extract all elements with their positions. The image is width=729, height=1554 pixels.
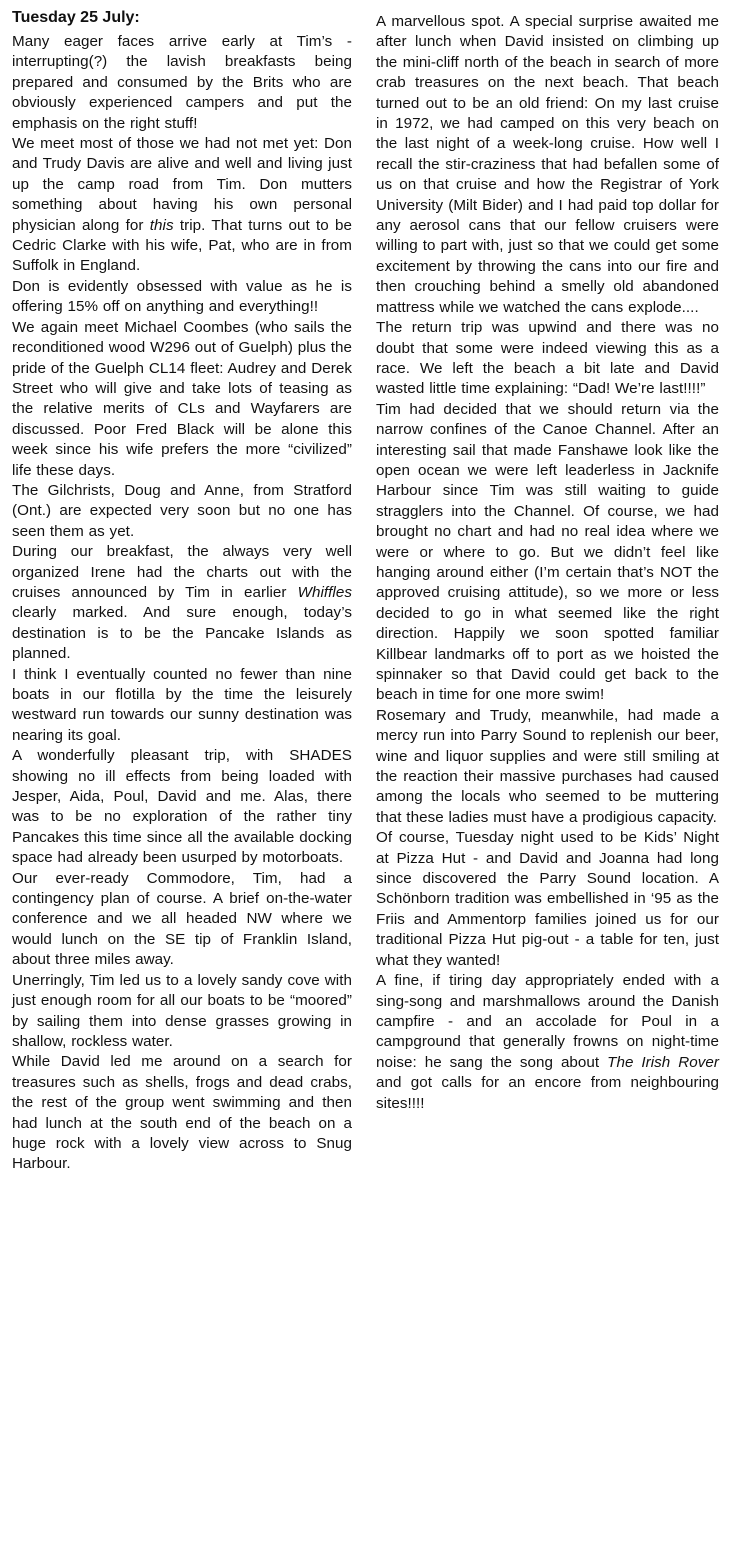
paragraph (12, 318, 352, 481)
text-segment: We meet most of those we had not met yet: Don and Trudy Davis are alive and well and living just up the camp road from Tim. Don mutters something about having his own personal physician along for (12, 135, 352, 234)
text-segment: We again meet Michael Coombes (who sails the reconditioned wood W296 out of Guelph) plus the pride of the Guelph CL14 fleet: Audrey and Derek Street who will give and take lots of teasing as the relative merits of CLs and Wayfarers are discussed. Poor Fred Black will be alone this week since his wife prefers the more “civilized” life these days. (12, 318, 352, 479)
paragraph (12, 971, 352, 1053)
italic-text: this (149, 216, 174, 234)
paragraph (376, 706, 719, 828)
text-segment: A marvellous spot. A special surprise awaited me after lunch when David insisted on climbing up the mini-cliff north of the beach in search of more crab treasures on the next beach. That beach turned out to be an old friend: On my last cruise in 1972, we had camped on this very beach on the last night of a week-long cruise. How well I recall the stir-craziness that had befallen some of us on that cruise and how the Registrar of York University (Milt Bider) and I had paid top dollar for any aerosol cans that our fellow cruisers were willing to part with, just so that we could get some excitement by throwing the cans into our fire and then crouching behind a smelly old abandoned mattress while we watched the cans explode.... (376, 13, 719, 316)
italic-text: The Irish Rover (607, 1053, 719, 1071)
text-segment: A fine, if tiring day appropriately ended with a sing-song and marshmallows around the Danish campfire - and an accolade for Poul in a campground that generally frowns on night-time noise: he sang the song about (376, 972, 719, 1071)
paragraph (12, 32, 352, 134)
text-segment: Rosemary and Trudy, meanwhile, had made a mercy run into Parry Sound to replenish our beer, wine and liquor supplies and were still smiling at the reaction their massive purchases had caused among the locals who seemed to be muttering that these ladies must have a prodigious capacity. (376, 706, 719, 826)
text-segment: A wonderfully pleasant trip, with SHADES showing no ill effects from being loaded with Jesper, Aida, Poul, David and me. Alas, there was to be no exploration of the rather tiny Pancakes this time since all the available docking space had already been usurped by motorboats. (12, 747, 352, 867)
text-segment: Don is evidently obsessed with value as he is offering 15% off on anything and everything!! (12, 277, 352, 316)
text-segment: clearly marked. And sure enough, today’s destination is to be the Pancake Islands as planned. (12, 604, 352, 663)
text-segment: The return trip was upwind and there was no doubt that some were indeed viewing this as a race. We left the beach a bit late and David wasted little time explaining: “Dad! We’re last!!!!” (376, 319, 719, 398)
paragraph (376, 971, 719, 1114)
paragraph (376, 318, 719, 400)
paragraph (12, 869, 352, 971)
paragraph (12, 1052, 352, 1174)
text-segment: Unerringly, Tim led us to a lovely sandy cove with just enough room for all our boats to be “moored” by sailing them into dense grasses growing in shallow, rockless water. (12, 971, 352, 1050)
right-column (376, 12, 719, 1175)
text-segment: Tim had decided that we should return via the narrow confines of the Canoe Channel. After an interesting sail that made Fanshawe look like the open ocean we were left leaderless in Jacknife Harbour since Tim was still waiting to guide stragglers into the Channel. Of course, we had brought no chart and had no real idea where we were or where to go. But we didn’t feel like hanging around either (I’m certain that’s NOT the approved cruising attitude), so we more or less decided to go in what seemed like the right direction. Happily we soon spotted familiar Killbear landmarks off to port as we hoisted the spinnaker so that David could get back to the beach in time for one more swim! (376, 400, 719, 704)
paragraph (376, 400, 719, 706)
text-segment: and got calls for an encore from neighbouring sites!!!! (376, 1074, 719, 1112)
text-segment: I think I eventually counted no fewer than nine boats in our flotilla by the time the leisurely westward run towards our sunny destination was nearing its goal. (12, 665, 352, 744)
italic-text: Whiffles (297, 583, 352, 601)
text-segment: While David led me around on a search for treasures such as shells, frogs and dead crabs, the rest of the group went swimming and then had lunch at the south end of the beach on a huge rock with a lovely view across to Snug Harbour. (12, 1053, 352, 1173)
text-segment: trip. That turns out to be Cedric Clarke with his wife, Pat, who are in from Suffolk in England. (12, 216, 352, 275)
paragraph (376, 828, 719, 971)
paragraph (12, 277, 352, 318)
text-segment: Our ever-ready Commodore, Tim, had a contingency plan of course. A brief on-the-water conference and we all headed NW where we would lunch on the SE tip of Franklin Island, about three miles away. (12, 869, 352, 969)
date-heading: Tuesday 25 July: (12, 9, 140, 26)
text-segment: Of course, Tuesday night used to be Kids’ Night at Pizza Hut - and David and Joanna had long since discovered the Parry Sound location. A Schönborn tradition was embellished in ‘95 as the Friis and Ammentorp families joined us for our traditional Pizza Hut pig-out - a table for ten, just what they wanted! (376, 829, 719, 969)
text-segment: Many eager faces arrive early at Tim’s - interrupting(?) the lavish breakfasts being prepared and consumed by the Brits who are obviously experienced campers and put the emphasis on the right stuff! (12, 33, 352, 132)
paragraph (12, 134, 352, 277)
paragraph (12, 746, 352, 868)
text-segment: During our breakfast, the always very well organized Irene had the charts out with the cruises announced by Tim in earlier (12, 543, 352, 601)
paragraph (376, 12, 719, 318)
paragraph (12, 665, 352, 747)
paragraph (12, 481, 352, 542)
left-column (12, 32, 352, 1175)
text-segment: The Gilchrists, Doug and Anne, from Stratford (Ont.) are expected very soon but no one has seen them as yet. (12, 481, 352, 540)
paragraph (12, 542, 352, 664)
